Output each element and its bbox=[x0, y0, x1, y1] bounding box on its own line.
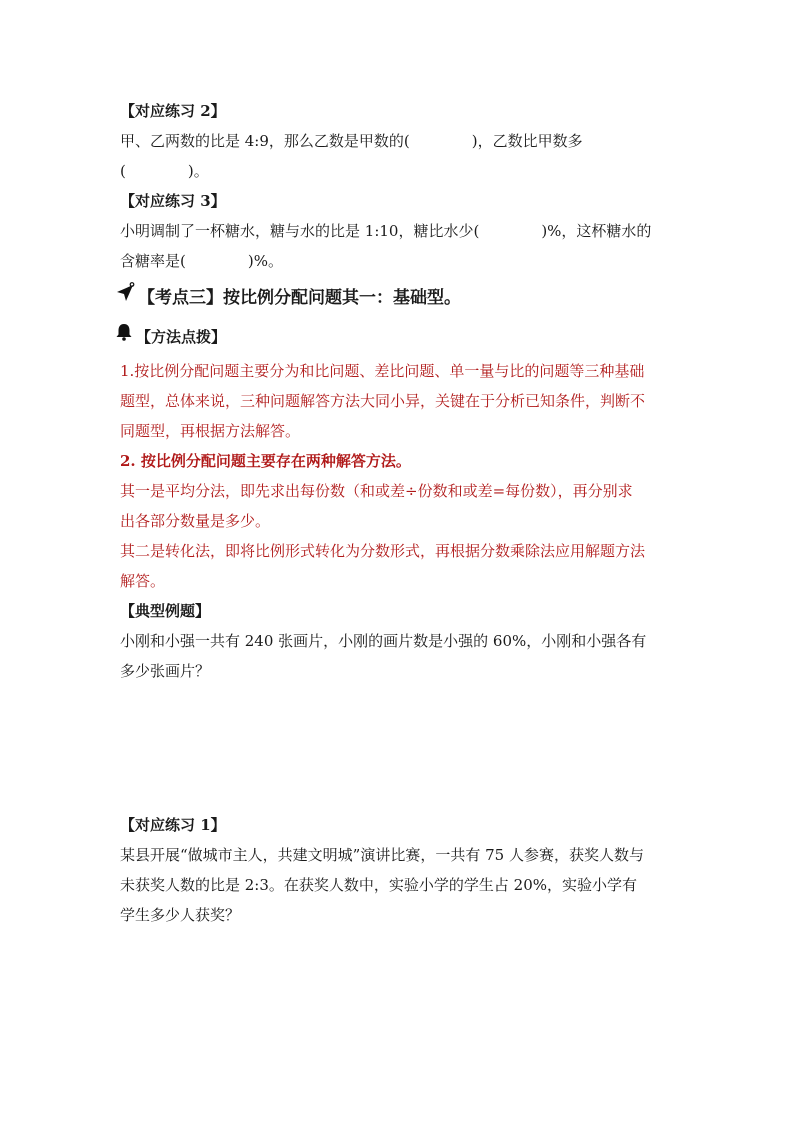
method-paragraph-4-line-1: 其二是转化法，即将比例形式转化为分数形式，再根据分数乘除法应用解题方法 bbox=[120, 542, 646, 560]
method-paragraph-3-line-2: 出各部分数量是多少。 bbox=[120, 512, 271, 530]
method-heading bbox=[120, 322, 680, 352]
practice-3-text-d: )%。 bbox=[247, 252, 283, 270]
practice-2-text-d: )。 bbox=[187, 162, 209, 180]
method-title: 【方法点拨】 bbox=[136, 328, 227, 346]
practice-2-title: 【对应练习 2】 bbox=[120, 102, 226, 120]
method-paragraph-1-line-2: 题型，总体来说，三种问题解答方法大同小异，关键在于分析已知条件，判断不 bbox=[120, 392, 646, 410]
practice-3-text-b: )%，这杯糖水的 bbox=[541, 222, 652, 240]
answer-space bbox=[120, 686, 680, 810]
method-paragraph-3-line-1: 其一是平均分法，即先求出每份数（和或差÷份数和或差=每份数），再分别求 bbox=[120, 482, 633, 500]
worksheet-page bbox=[120, 96, 680, 930]
practice-1-line-3: 学生多少人获奖？ bbox=[120, 906, 241, 924]
example-line-2: 多少张画片？ bbox=[120, 662, 211, 680]
example-title: 【典型例题】 bbox=[120, 602, 211, 620]
practice-3-line-1 bbox=[120, 216, 680, 246]
practice-1-title: 【对应练习 1】 bbox=[120, 816, 226, 834]
practice-3-text-c: 含糖率是( bbox=[120, 252, 186, 270]
method-paragraph-2: 2. 按比例分配问题主要存在两种解答方法。 bbox=[120, 452, 411, 470]
practice-2-line-2 bbox=[120, 156, 680, 186]
bell-icon bbox=[114, 322, 134, 352]
practice-2-text-a: 甲、乙两数的比是 4:9，那么乙数是甲数的( bbox=[120, 132, 410, 150]
method-paragraph-1-line-1: 1.按比例分配问题主要分为和比问题、差比问题、单一量与比的问题等三种基础 bbox=[120, 362, 645, 380]
practice-1-line-1: 某县开展“做城市主人，共建文明城”演讲比赛，一共有 75 人参赛，获奖人数与 bbox=[120, 846, 644, 864]
navigation-arrow-icon bbox=[114, 282, 136, 314]
section-heading bbox=[120, 282, 680, 314]
practice-2-text-b: )，乙数比甲数多 bbox=[471, 132, 583, 150]
section-title: 【考点三】按比例分配问题其一：基础型。 bbox=[138, 288, 461, 308]
method-paragraph-1-line-3: 同题型，再根据方法解答。 bbox=[120, 422, 301, 440]
practice-2-line-1 bbox=[120, 126, 680, 156]
practice-3-title: 【对应练习 3】 bbox=[120, 192, 226, 210]
method-paragraph-4-line-2: 解答。 bbox=[120, 572, 166, 590]
practice-3-text-a: 小明调制了一杯糖水，糖与水的比是 1:10，糖比水少( bbox=[120, 222, 480, 240]
example-line-1: 小刚和小强一共有 240 张画片，小刚的画片数是小强的 60%，小刚和小强各有 bbox=[120, 632, 647, 650]
practice-3-line-2 bbox=[120, 246, 680, 276]
practice-1-line-2: 未获奖人数的比是 2:3。在获奖人数中，实验小学的学生占 20%，实验小学有 bbox=[120, 876, 638, 894]
practice-2-text-c: ( bbox=[120, 162, 126, 180]
